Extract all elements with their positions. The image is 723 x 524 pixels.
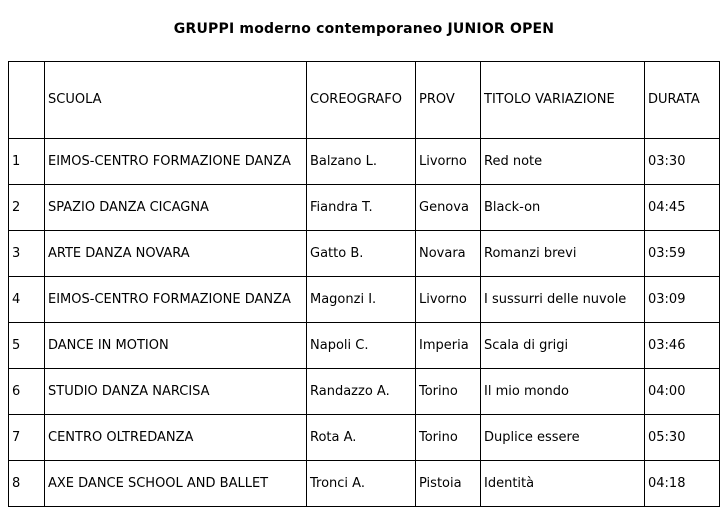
scuola-cell: CENTRO OLTREDANZA (45, 415, 307, 461)
coreografo-cell: Fiandra T. (307, 185, 416, 231)
prov-cell: Livorno (416, 139, 481, 185)
titolo-cell: Scala di grigi (481, 323, 645, 369)
column-header-prov: PROV (416, 62, 481, 139)
coreografo-cell: Balzano L. (307, 139, 416, 185)
titolo-cell: Identità (481, 461, 645, 507)
scuola-cell: SPAZIO DANZA CICAGNA (45, 185, 307, 231)
durata-cell: 04:00 (645, 369, 720, 415)
table-row (9, 461, 720, 507)
titolo-cell: Black-on (481, 185, 645, 231)
table-header-row (9, 62, 720, 139)
column-header-titolo-variazione: TITOLO VARIAZIONE (481, 62, 645, 139)
durata-cell: 03:59 (645, 231, 720, 277)
column-header-coreografo: COREOGRAFO (307, 62, 416, 139)
row-number: 8 (9, 461, 45, 507)
table-row (9, 323, 720, 369)
row-number: 2 (9, 185, 45, 231)
scuola-cell: EIMOS-CENTRO FORMAZIONE DANZA (45, 277, 307, 323)
results-table (8, 61, 720, 507)
titolo-cell: Red note (481, 139, 645, 185)
row-number: 4 (9, 277, 45, 323)
prov-cell: Pistoia (416, 461, 481, 507)
titolo-cell: Romanzi brevi (481, 231, 645, 277)
prov-cell: Imperia (416, 323, 481, 369)
table-row (9, 185, 720, 231)
coreografo-cell: Tronci A. (307, 461, 416, 507)
coreografo-cell: Randazzo A. (307, 369, 416, 415)
row-number: 3 (9, 231, 45, 277)
row-number: 5 (9, 323, 45, 369)
scuola-cell: ARTE DANZA NOVARA (45, 231, 307, 277)
row-number: 7 (9, 415, 45, 461)
table-row (9, 277, 720, 323)
column-header-durata: DURATA (645, 62, 720, 139)
table-row (9, 139, 720, 185)
column-header-scuola: SCUOLA (45, 62, 307, 139)
titolo-cell: I sussurri delle nuvole (481, 277, 645, 323)
table-row (9, 231, 720, 277)
scuola-cell: DANCE IN MOTION (45, 323, 307, 369)
durata-cell: 05:30 (645, 415, 720, 461)
titolo-cell: Duplice essere (481, 415, 645, 461)
prov-cell: Torino (416, 415, 481, 461)
row-number: 6 (9, 369, 45, 415)
row-number: 1 (9, 139, 45, 185)
durata-cell: 03:30 (645, 139, 720, 185)
column-header-number (9, 62, 45, 139)
prov-cell: Genova (416, 185, 481, 231)
coreografo-cell: Magonzi I. (307, 277, 416, 323)
titolo-cell: Il mio mondo (481, 369, 645, 415)
coreografo-cell: Napoli C. (307, 323, 416, 369)
scuola-cell: EIMOS-CENTRO FORMAZIONE DANZA (45, 139, 307, 185)
durata-cell: 03:09 (645, 277, 720, 323)
scuola-cell: STUDIO DANZA NARCISA (45, 369, 307, 415)
table-row (9, 369, 720, 415)
durata-cell: 03:46 (645, 323, 720, 369)
durata-cell: 04:18 (645, 461, 720, 507)
table-row (9, 415, 720, 461)
durata-cell: 04:45 (645, 185, 720, 231)
page-title: GRUPPI moderno contemporaneo JUNIOR OPEN (173, 21, 555, 37)
prov-cell: Torino (416, 369, 481, 415)
scuola-cell: AXE DANCE SCHOOL AND BALLET (45, 461, 307, 507)
prov-cell: Novara (416, 231, 481, 277)
prov-cell: Livorno (416, 277, 481, 323)
coreografo-cell: Rota A. (307, 415, 416, 461)
coreografo-cell: Gatto B. (307, 231, 416, 277)
